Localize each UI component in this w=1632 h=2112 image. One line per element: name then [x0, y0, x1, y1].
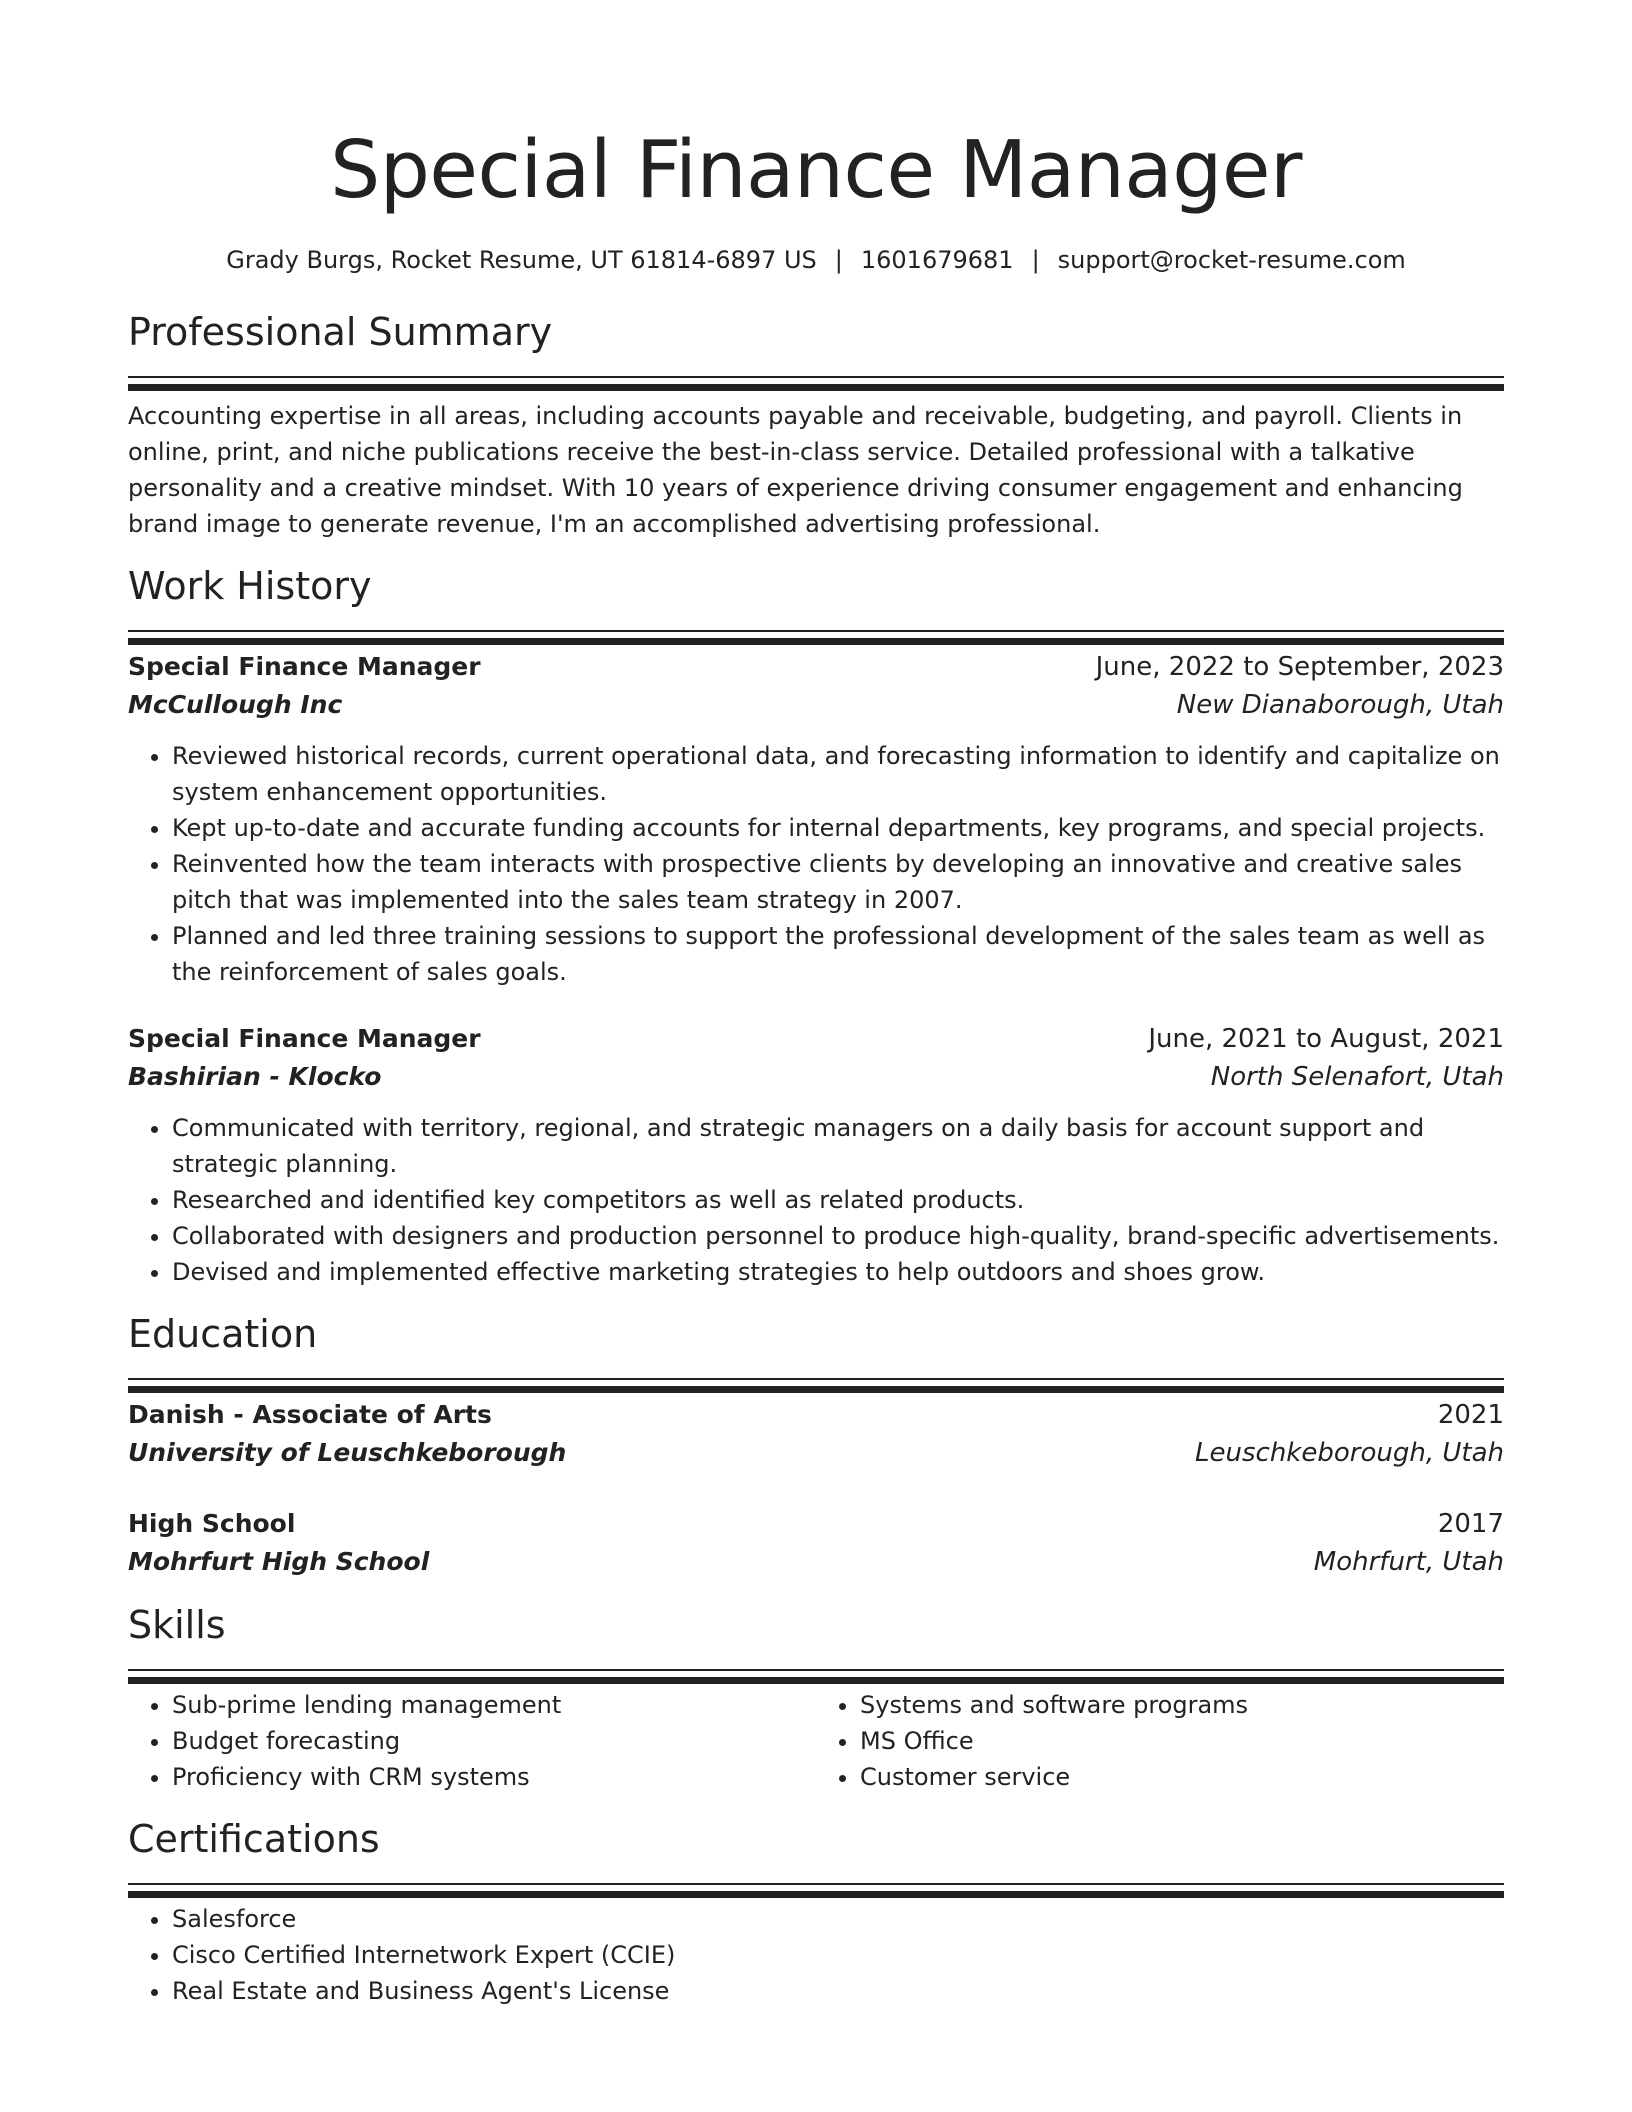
contact-phone: 1601679681	[860, 246, 1014, 274]
education-degree: High School	[128, 1509, 296, 1538]
skills-list-left	[128, 1687, 816, 1795]
list-item: • Communicated with territory, regional, and strategic managers on a daily basis for account support and strategic planning.	[172, 1110, 1504, 1182]
list-item: • Customer service	[860, 1759, 1504, 1795]
education-subheader	[128, 1543, 1504, 1581]
resume-page	[128, 0, 1504, 2009]
section-heading-summary: Professional Summary	[128, 310, 553, 354]
section-divider	[128, 630, 1504, 632]
education-degree: Danish - Associate of Arts	[128, 1400, 492, 1429]
list-item: • Proficiency with CRM systems	[172, 1759, 816, 1795]
list-item: • Researched and identified key competitors as well as related products.	[172, 1182, 1504, 1218]
job-bullets	[128, 738, 1504, 990]
job-company: Bashirian - Klocko	[128, 1062, 382, 1091]
job-title: Special Finance Manager	[128, 1024, 481, 1053]
list-item: • Sub-prime lending management	[172, 1687, 816, 1723]
list-item: • Salesforce	[172, 1901, 1504, 1937]
contact-separator: |	[834, 246, 843, 274]
job-company: McCullough Inc	[128, 690, 343, 719]
section-heading-skills: Skills	[128, 1603, 226, 1647]
job-dates: June, 2021 to August, 2021	[1148, 1024, 1504, 1054]
job-dates: June, 2022 to September, 2023	[1095, 652, 1504, 682]
education-year: 2017	[1437, 1509, 1504, 1539]
job-entry	[128, 1020, 1504, 1290]
list-item: • Reviewed historical records, current operational data, and forecasting information to identify and capitalize on system enhancement opportunities.	[172, 738, 1504, 810]
contact-separator: |	[1031, 246, 1040, 274]
list-item: • Kept up-to-date and accurate funding accounts for internal departments, key programs, and special projects.	[172, 810, 1504, 846]
contact-email[interactable]: support@rocket-resume.com	[1057, 246, 1406, 274]
list-item: • Cisco Certified Internetwork Expert (CCIE)	[172, 1937, 1504, 1973]
section-heading-education: Education	[128, 1312, 318, 1356]
education-school: Mohrfurt High School	[128, 1547, 430, 1576]
job-entry	[128, 648, 1504, 990]
job-subheader	[128, 1058, 1504, 1096]
certifications-section	[128, 1815, 1504, 2009]
section-divider	[128, 1378, 1504, 1380]
job-subheader	[128, 686, 1504, 724]
summary-text: Accounting expertise in all areas, including accounts payable and receivable, budgeting, and payroll. Clients in online, print, and niche publications receive the best-in-class service. Detailed professional with a talkative personality and a creative mindset. With 10 years of experience driving consumer engagement and enhancing brand image to generate revenue, I'm an accomplished advertising professional.	[128, 402, 1463, 538]
skills-section	[128, 1601, 1504, 1795]
work-section	[128, 562, 1504, 1290]
education-header	[128, 1396, 1504, 1434]
list-item: • Systems and software programs	[860, 1687, 1504, 1723]
job-location: New Dianaborough, Utah	[1176, 690, 1504, 720]
education-entry	[128, 1396, 1504, 1472]
education-subheader	[128, 1434, 1504, 1472]
section-heading-work: Work History	[128, 564, 372, 608]
list-item: • Devised and implemented effective marketing strategies to help outdoors and shoes grow.	[172, 1254, 1504, 1290]
summary-section	[128, 308, 1504, 542]
education-section	[128, 1310, 1504, 1581]
list-item: • MS Office	[860, 1723, 1504, 1759]
list-item: • Collaborated with designers and production personnel to produce high-quality, brand-specific advertisements.	[172, 1218, 1504, 1254]
section-divider	[128, 1883, 1504, 1885]
education-entry	[128, 1505, 1504, 1581]
section-divider	[128, 376, 1504, 378]
section-heading-certifications: Certifications	[128, 1817, 380, 1861]
list-item: • Real Estate and Business Agent's License	[172, 1973, 1504, 2009]
contact-address: Grady Burgs, Rocket Resume, UT 61814-6897 US	[226, 246, 817, 274]
section-divider	[128, 1669, 1504, 1671]
job-location: North Selenafort, Utah	[1210, 1062, 1504, 1092]
education-year: 2021	[1437, 1400, 1504, 1430]
education-location: Leuschkeborough, Utah	[1195, 1438, 1504, 1468]
contact-line	[128, 244, 1504, 276]
job-header	[128, 1020, 1504, 1058]
job-title: Special Finance Manager	[128, 652, 481, 681]
job-bullets	[128, 1110, 1504, 1290]
skills-columns	[128, 1687, 1504, 1795]
certifications-list	[128, 1901, 1504, 2009]
list-item: • Reinvented how the team interacts with prospective clients by developing an innovative and creative sales pitch that was implemented into the sales team strategy in 2007.	[172, 846, 1504, 918]
education-header	[128, 1505, 1504, 1543]
job-header	[128, 648, 1504, 686]
skills-list-right	[816, 1687, 1504, 1795]
list-item: • Budget forecasting	[172, 1723, 816, 1759]
list-item: • Planned and led three training sessions to support the professional development of the sales team as well as the reinforcement of sales goals.	[172, 918, 1504, 990]
education-school: University of Leuschkeborough	[128, 1438, 567, 1467]
education-location: Mohrfurt, Utah	[1313, 1547, 1504, 1577]
page-title: Special Finance Manager	[330, 124, 1302, 216]
